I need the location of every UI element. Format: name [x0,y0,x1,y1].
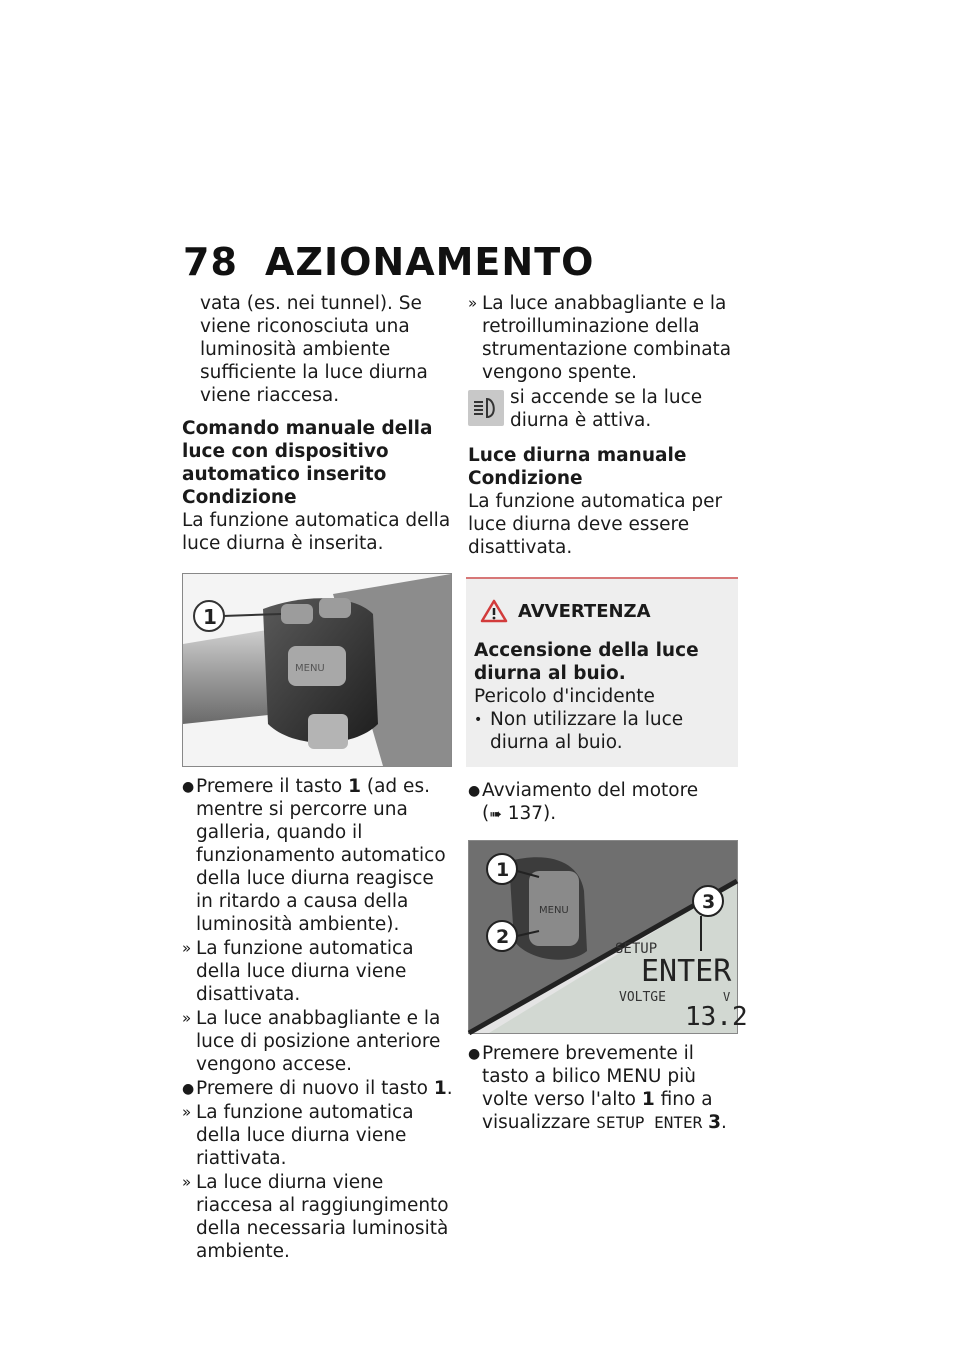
result-arrow-icon: » [468,294,478,312]
left-column [182,292,454,1264]
step-item: ● Premere il tasto 1 (ad es. mentre si percorre una galleria, quando il funzionamento automatico della luce diurna reagisce in ritardo a causa della luminosità ambiente). [182,776,446,935]
display-text: SETUP ENTER [596,1113,703,1132]
step-item: ● Premere di nuovo il tasto 1. [182,1078,453,1099]
result-arrow-icon: » [182,1009,192,1027]
callout-number: 1 [496,859,510,881]
lamp-indicator-row [468,386,738,432]
step-item: ● Avviamento del motore (➠ 137). [468,780,699,824]
instrument-cluster-figure [468,840,748,1034]
headlight-indicator-icon [468,390,504,426]
result-item: » La luce diurna viene riaccesa al raggiungimento della necessaria luminosità ambiente. [182,1172,449,1262]
bullet-icon: ● [468,1046,481,1062]
result-item: » La funzione automatica della luce diurna viene disattivata. [182,938,414,1005]
warning-subtitle: Pericolo d'incidente [474,686,655,707]
bullet-icon: ● [182,1081,195,1097]
lamp-description: si accende se la luce diurna è attiva. [510,387,703,431]
result-item: » La luce anabbagliante e la retroilluminazione della strumentazione combinata vengono spente. [468,293,732,383]
handlebar-switch-figure [182,573,452,767]
bullet-icon: ● [468,783,481,799]
warning-triangle-icon [480,599,508,623]
warning-heading: Accensione della luce diurna al buio. [474,640,699,684]
callout-number: 2 [496,926,510,948]
condition-heading: Condizione [182,487,297,508]
condition-heading: Condizione [468,468,583,489]
intro-paragraph: vata (es. nei tunnel). Se viene riconosciuta una luminosità ambiente sufficiente la luce diurna viene riaccesa. [200,293,428,406]
result-arrow-icon: » [182,1173,192,1191]
page-title: AZIONAMENTO [265,240,595,284]
handlebar-switch-illustration [183,574,451,766]
warning-item: • Non utilizzare la luce diurna al buio. [474,709,684,753]
display-unit: V [723,990,731,1004]
menu-button-label: MENU [295,663,325,674]
display-line-1: SETUP [615,941,658,957]
right-column [468,292,748,1135]
bullet-icon: • [474,712,483,728]
section-heading: Comando manuale della luce con dispositivo automatico inserito [182,418,433,485]
display-line-2: ENTER [641,954,732,989]
condition-text: La funzione automatica della luce diurna è inserita. [182,510,451,554]
instrument-cluster-illustration [469,841,748,1033]
display-line-3: VOLTGE [619,990,666,1005]
result-arrow-icon: » [182,939,192,957]
bullet-icon: ● [182,779,195,795]
callout-number: 3 [702,891,716,913]
page-number: 78 [183,240,238,284]
display-value: 13.2 [685,1002,748,1032]
warning-box [466,577,738,767]
callout-number: 1 [203,605,217,629]
condition-text: La funzione automatica per luce diurna deve essere disattivata. [468,491,723,558]
page-reference-arrow-icon: ➠ [489,805,502,823]
result-arrow-icon: » [182,1103,192,1121]
step-item: ● Premere brevemente il tasto a bilico MENU più volte verso l'alto 1 fino a visualizzare SETUP ENTER 3. [468,1043,727,1133]
section-heading: Luce diurna manuale [468,445,687,466]
page-header [183,240,594,284]
warning-title: AVVERTENZA [480,599,728,623]
result-item: » La funzione automatica della luce diurna viene riattivata. [182,1102,414,1169]
menu-button-label: MENU [539,905,569,916]
result-item: » La luce anabbagliante e la luce di posizione anteriore vengono accese. [182,1008,441,1075]
